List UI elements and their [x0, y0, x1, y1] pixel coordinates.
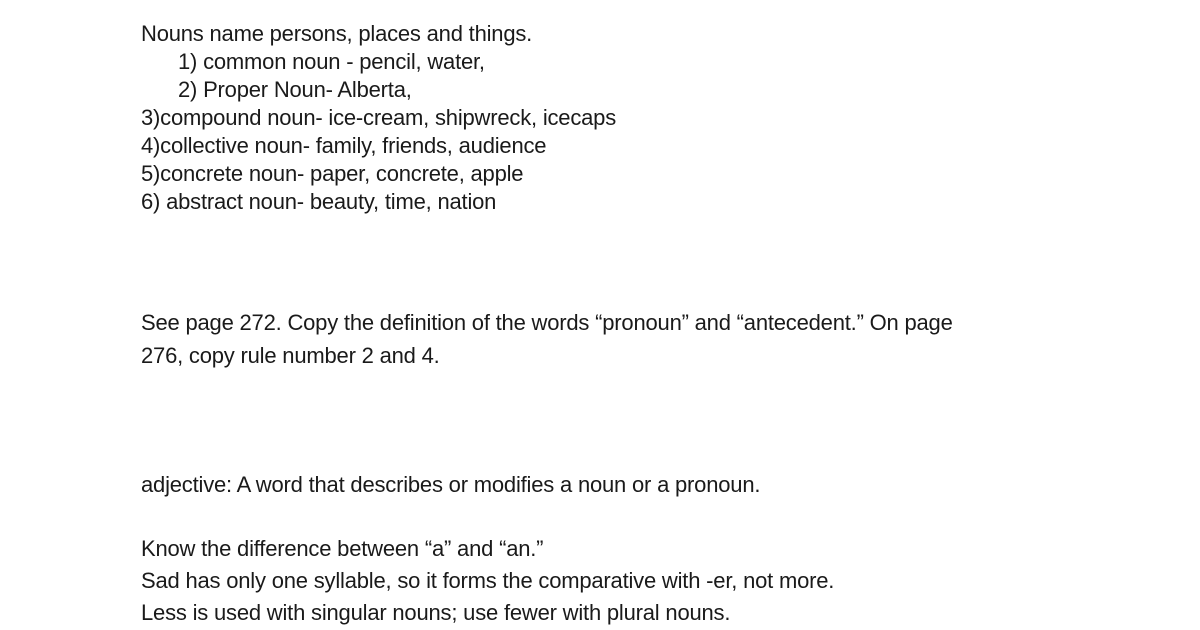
noun-type-item: 1) common noun - pencil, water,: [178, 49, 485, 74]
pronoun-assignment-line: 276, copy rule number 2 and 4.: [141, 343, 440, 368]
noun-type-item: 2) Proper Noun- Alberta,: [178, 77, 412, 102]
noun-type-item: 6) abstract noun- beauty, time, nation: [141, 189, 497, 214]
noun-type-item: 4)collective noun- family, friends, audience: [141, 133, 547, 158]
note-line: Sad has only one syllable, so it forms the comparative with -er, not more.: [141, 568, 835, 593]
pronoun-assignment-line: See page 272. Copy the definition of the words “pronoun” and “antecedent.” On page: [141, 310, 953, 335]
note-line: Know the difference between “a” and “an.”: [141, 536, 544, 561]
adjective-definition: adjective: A word that describes or modifies a noun or a pronoun.: [141, 472, 761, 497]
note-line: Less is used with singular nouns; use fewer with plural nouns.: [141, 600, 731, 625]
noun-type-item: 3)compound noun- ice-cream, shipwreck, icecaps: [141, 105, 617, 130]
noun-type-item: 5)concrete noun- paper, concrete, apple: [141, 161, 524, 186]
nouns-intro: Nouns name persons, places and things.: [141, 21, 533, 46]
